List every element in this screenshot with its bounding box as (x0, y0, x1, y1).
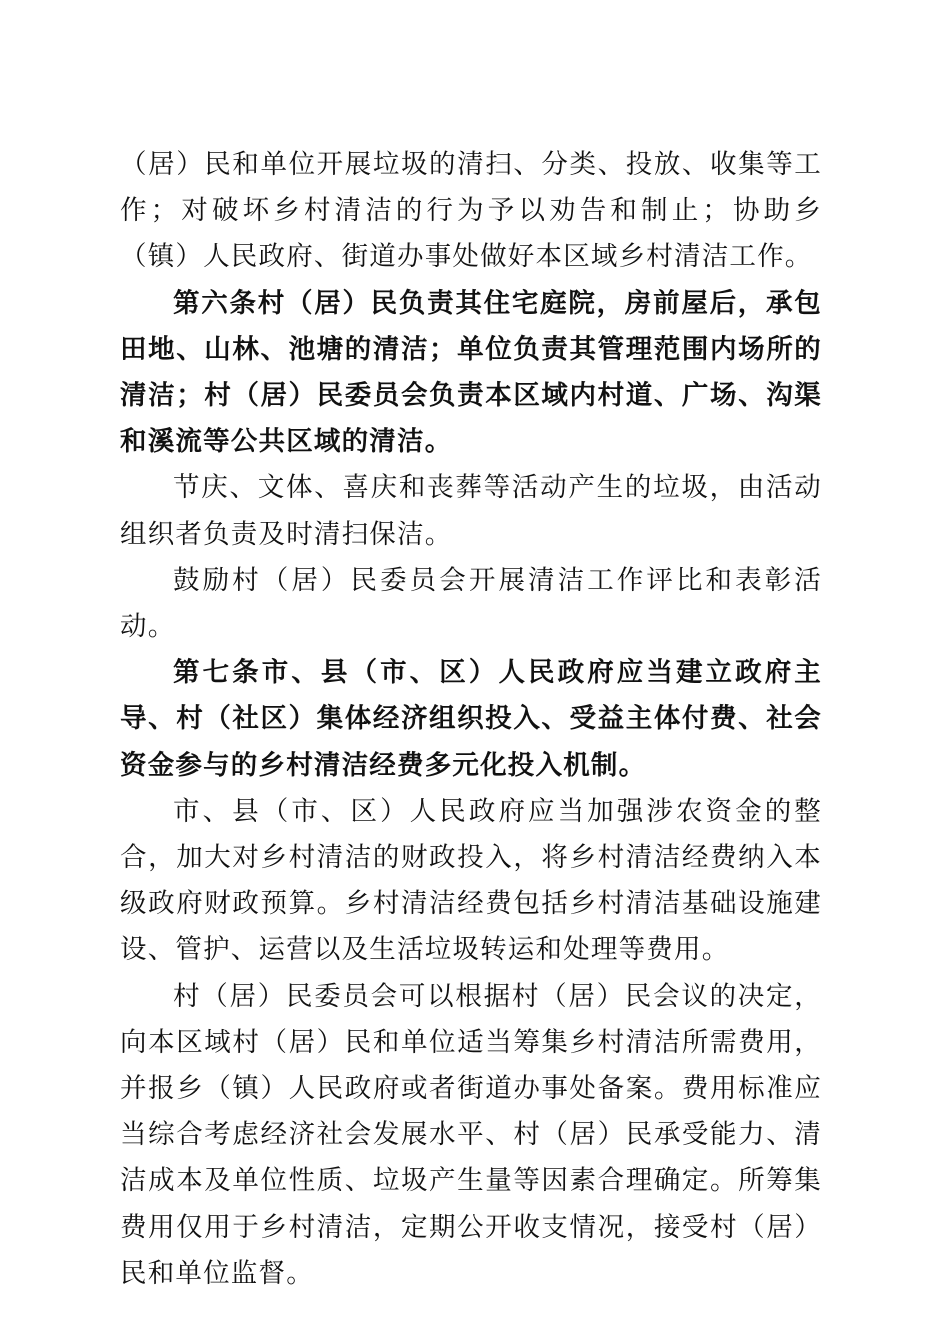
paragraph-fiscal-investment: 市、县（市、区）人民政府应当加强涉农资金的整合，加大对乡村清洁的财政投入，将乡村清洁经费纳入本级政府财政预算。乡村清洁经费包括乡村清洁基础设施建设、管护、运营以及生活垃圾转运和处理等费用。 (120, 795, 822, 966)
paragraph-article-7: 第七条市、县（市、区）人民政府应当建立政府主导、村（社区）集体经济组织投入、受益主体付费、社会资金参与的乡村清洁经费多元化投入机制。 (120, 657, 822, 781)
paragraph-encourage-evaluation: 鼓励村（居）民委员会开展清洁工作评比和表彰活动。 (120, 564, 822, 643)
paragraph-fee-collection: 村（居）民委员会可以根据村（居）民会议的决定，向本区域村（居）民和单位适当筹集乡村清洁所需费用，并报乡（镇）人民政府或者街道办事处备案。费用标准应当综合考虑经济社会发展水平、村（居）民承受能力、清洁成本及单位性质、垃圾产生量等因素合理确定。所筹集费用仅用于乡村清洁，定期公开收支情况，接受村（居）民和单位监督。 (120, 980, 822, 1289)
document-body (120, 142, 822, 1297)
paragraph-continuation: （居）民和单位开展垃圾的清扫、分类、投放、收集等工作；对破坏乡村清洁的行为予以劝告和制止；协助乡（镇）人民政府、街道办事处做好本区域乡村清洁工作。 (120, 149, 822, 273)
paragraph-festival-waste: 节庆、文体、喜庆和丧葬等活动产生的垃圾，由活动组织者负责及时清扫保洁。 (120, 472, 822, 550)
paragraph-article-6: 第六条村（居）民负责其住宅庭院，房前屋后，承包田地、山林、池塘的清洁；单位负责其管理范围内场所的清洁；村（居）民委员会负责本区域内村道、广场、沟渠和溪流等公共区域的清洁。 (120, 287, 822, 458)
